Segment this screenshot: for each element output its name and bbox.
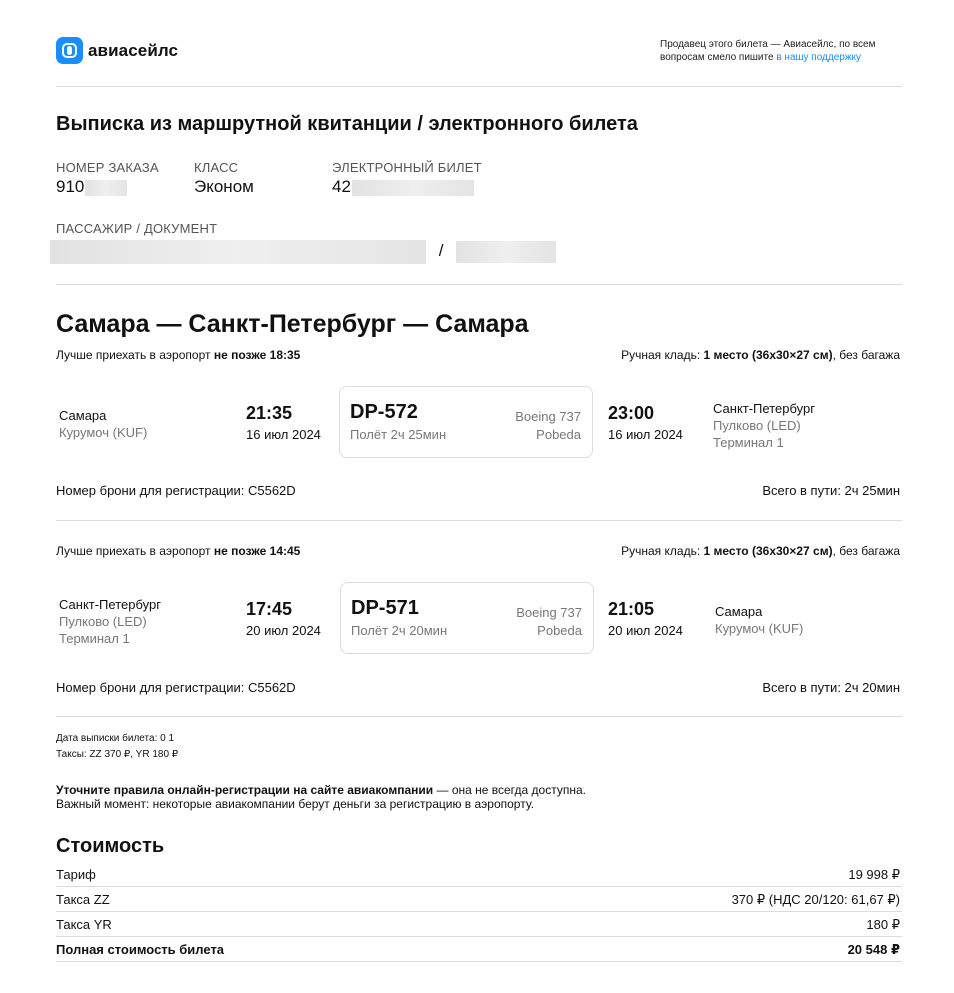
departure-date: 20 июл 2024 [246, 623, 321, 638]
flight-card [339, 386, 593, 458]
carry-on-info: Ручная кладь: 1 место (36х30×27 см), без багажа [621, 544, 900, 558]
cost-row-total: Полная стоимость билета 20 548 ₽ [56, 937, 902, 962]
departure-city: Санкт-Петербург [59, 597, 161, 612]
arrival-airport: Пулково (LED) [713, 418, 801, 433]
document-title: Выписка из маршрутной квитанции / электронного билета [56, 113, 638, 135]
checkin-rules-note: Важный момент: некоторые авиакомпании берут деньги за регистрацию в аэропорту. [56, 797, 534, 811]
flight-number: DP-572 [350, 401, 418, 423]
flight-duration: Полёт 2ч 25мин [350, 427, 447, 442]
checkin-rules-bold: Уточните правила онлайн-регистрации на сайте авиакомпании [56, 783, 434, 797]
divider [56, 716, 902, 717]
checkin-rules-rest: — она не всегда доступна. [433, 783, 586, 797]
arrival-date: 16 июл 2024 [608, 427, 683, 442]
departure-place [59, 407, 147, 441]
aircraft: Boeing 737 [516, 605, 582, 620]
passenger-value [50, 240, 556, 264]
departure-time: 21:35 [246, 403, 293, 423]
logo[interactable] [56, 37, 178, 64]
total-travel-time: Всего в пути: 2ч 20мин [762, 680, 900, 695]
airline: Pobeda [536, 427, 581, 442]
carry-on-info: Ручная кладь: 1 место (36х30×27 см), без багажа [621, 348, 900, 362]
airline: Pobeda [537, 623, 582, 638]
total-travel-time: Всего в пути: 2ч 25мин [762, 483, 900, 498]
order-number-value: 910 [56, 177, 127, 197]
departure-date: 16 июл 2024 [246, 427, 321, 442]
cost-row-tax-zz: Такса ZZ 370 ₽ (НДС 20/120: 61,67 ₽) [56, 887, 902, 912]
route-title: Самара — Санкт-Петербург — Самара [56, 310, 529, 338]
taxes-summary: Таксы: ZZ 370 ₽, YR 180 ₽ [56, 749, 179, 760]
aviasales-logo-icon [56, 37, 83, 64]
cost-row-fare: Тариф 19 998 ₽ [56, 862, 902, 887]
departure-time: 17:45 [246, 599, 293, 619]
header [56, 36, 902, 66]
airport-arrival-note: Лучше приехать в аэропорт не позже 18:35 [56, 348, 301, 362]
arrival-city: Санкт-Петербург [713, 401, 815, 416]
e-ticket-value: 42 [332, 177, 474, 197]
divider [56, 284, 902, 285]
arrival-terminal: Терминал 1 [713, 435, 784, 450]
arrival-place [713, 400, 815, 451]
departure-airport: Курумоч (KUF) [59, 425, 148, 440]
departure-terminal: Терминал 1 [59, 631, 130, 646]
class-label: КЛАСС [194, 160, 239, 175]
flight-duration: Полёт 2ч 20мин [351, 623, 448, 638]
e-ticket-label: ЭЛЕКТРОННЫЙ БИЛЕТ [332, 160, 482, 175]
seller-text: Продавец этого билета — Авиасейлс, по всем вопросам смело пишите [660, 39, 876, 63]
class-value: Эконом [194, 177, 254, 196]
seller-note [660, 38, 900, 64]
flight-card [340, 582, 594, 654]
departure-place [59, 596, 161, 647]
arrival-airport: Курумоч (KUF) [715, 621, 804, 636]
support-link[interactable]: в нашу поддержку [776, 52, 862, 63]
aircraft: Boeing 737 [515, 409, 581, 424]
booking-reference: Номер брони для регистрации: C5562D [56, 680, 296, 695]
flight-number: DP-571 [351, 597, 419, 619]
arrival-date: 20 июл 2024 [608, 623, 683, 638]
divider [56, 520, 902, 521]
departure-airport: Пулково (LED) [59, 614, 147, 629]
logo-text: авиасейлс [88, 40, 179, 60]
divider [56, 86, 902, 87]
airport-arrival-note: Лучше приехать в аэропорт не позже 14:45 [56, 544, 301, 558]
booking-reference: Номер брони для регистрации: C5562D [56, 483, 296, 498]
arrival-city: Самара [715, 604, 763, 619]
arrival-time: 23:00 [608, 403, 655, 423]
cost-row-tax-yr: Такса YR 180 ₽ [56, 912, 902, 937]
order-number-label: НОМЕР ЗАКАЗА [56, 160, 159, 175]
passenger-label: ПАССАЖИР / ДОКУМЕНТ [56, 221, 218, 236]
departure-city: Самара [59, 408, 107, 423]
issue-date: Дата выписки билета: 0 1 [56, 733, 175, 744]
checkin-rules [56, 783, 586, 811]
arrival-place [715, 603, 803, 637]
cost-title: Стоимость [56, 835, 165, 857]
arrival-time: 21:05 [608, 599, 655, 619]
passenger-separator: / [438, 241, 444, 261]
